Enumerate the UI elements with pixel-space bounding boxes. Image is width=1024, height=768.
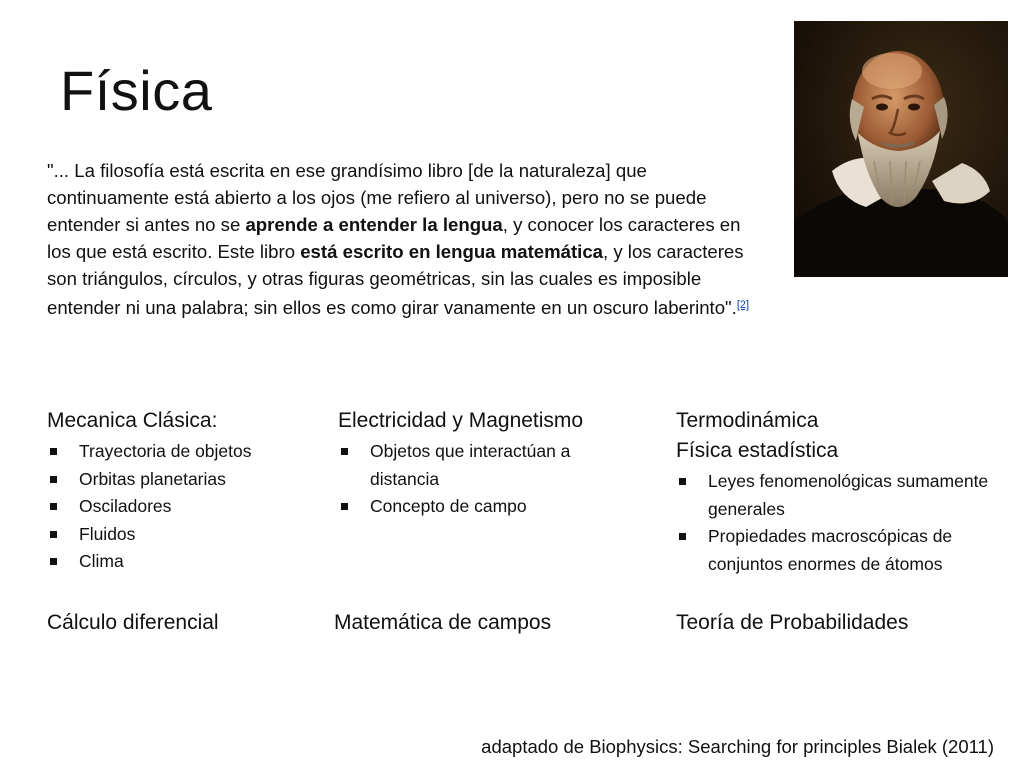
list-item: Osciladores <box>47 493 317 521</box>
column-heading: Mecanica Clásica: <box>47 409 218 432</box>
list-item: Fluidos <box>47 521 317 549</box>
quote-segment: , y los caracteres son triángulos, círculos, y otras figuras geométricas, sin las cuales es imposible entender ni una palabra; sin ellos es como girar vanamente en un oscuro laberinto". <box>47 241 744 318</box>
bullet-list <box>47 438 317 576</box>
list-item: Propiedades macroscópicas de conjuntos enormes de átomos <box>676 523 1006 578</box>
list-item: Trayectoria de objetos <box>47 438 317 466</box>
galileo-quote <box>47 157 762 321</box>
column-mecanica <box>47 406 317 576</box>
column-termodinamica <box>676 406 1006 578</box>
list-item: Leyes fenomenológicas sumamente generales <box>676 468 1006 523</box>
bearded-man-portrait-icon <box>794 21 1008 277</box>
list-item: Clima <box>47 548 317 576</box>
column-heading: Termodinámica <box>676 409 819 432</box>
column-electricidad <box>338 406 638 521</box>
math-label-campos: Matemática de campos <box>334 611 552 634</box>
math-label-calculo: Cálculo diferencial <box>47 611 219 634</box>
bullet-list <box>338 438 638 521</box>
slide-title: Física <box>60 59 213 122</box>
source-credit: adaptado de Biophysics: Searching for principles Bialek (2011) <box>481 736 994 757</box>
quote-emphasis: está escrito en lengua matemática <box>300 241 604 262</box>
bullet-list <box>676 468 1006 578</box>
math-label-probabilidades: Teoría de Probabilidades <box>676 611 909 634</box>
list-item: Orbitas planetarias <box>47 466 317 494</box>
portrait-image <box>794 21 1008 277</box>
reference-link[interactable]: [2] <box>736 299 750 311</box>
quote-emphasis: aprende a entender la lengua <box>245 214 503 235</box>
list-item: Objetos que interactúan a distancia <box>338 438 638 493</box>
quote-segment: "... La filosofía está escrita en ese grandísimo libro [de la naturaleza] que continuamente está abierto a los ojos (me refiero al universo), pero no se puede entender si antes no se <box>47 160 707 235</box>
column-heading: Física estadística <box>676 439 839 462</box>
column-heading: Electricidad y Magnetismo <box>338 409 584 432</box>
quote-segment: , y conocer los caracteres en los que está escrito. Este libro <box>47 214 741 262</box>
list-item: Concepto de campo <box>338 493 638 521</box>
